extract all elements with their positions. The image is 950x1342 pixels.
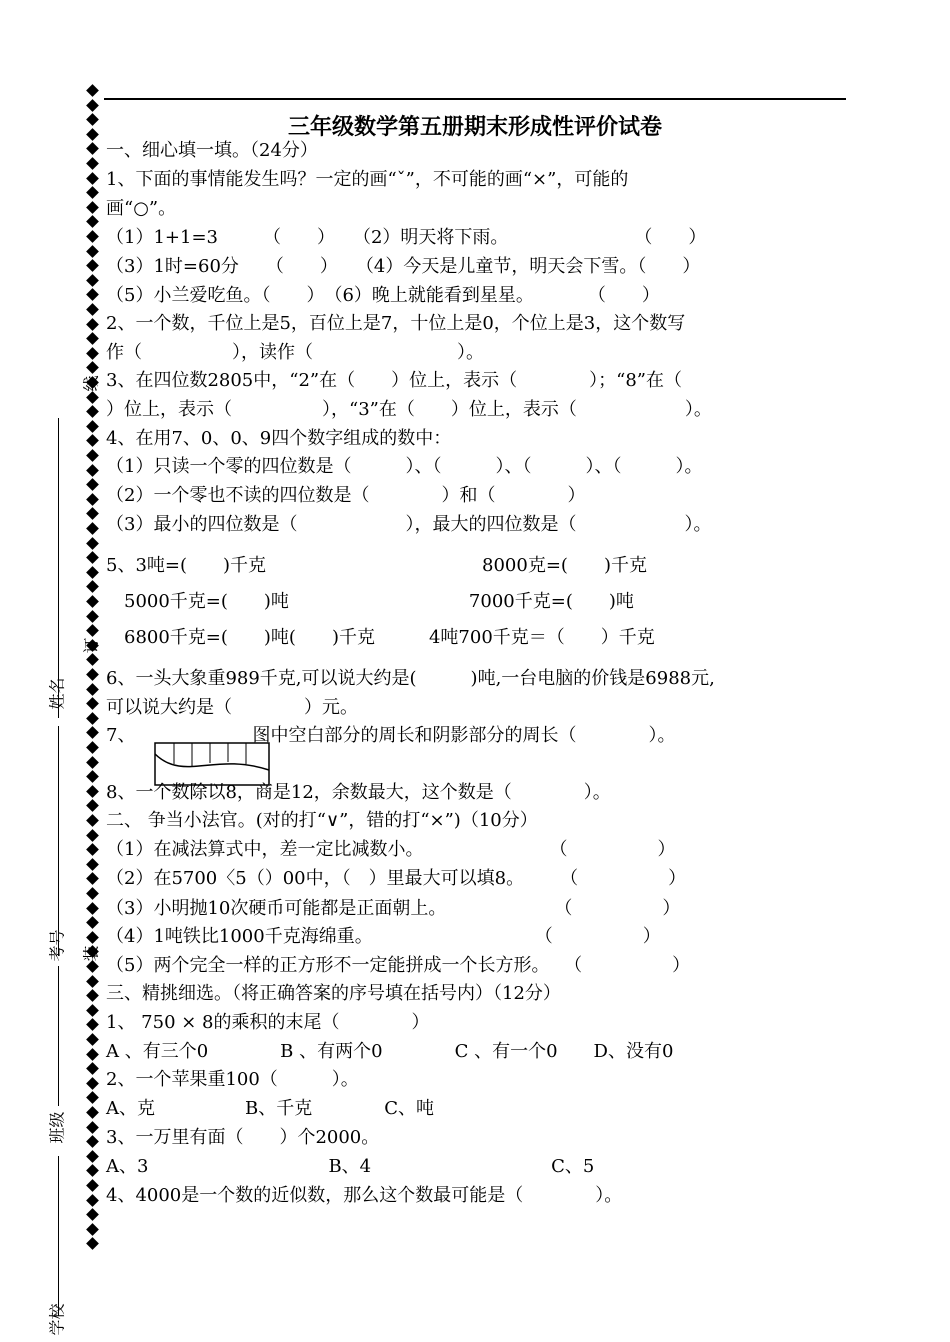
- binding-diamond: [86, 289, 99, 302]
- question-4-item-1: （1）只读一个零的四位数是（ ）、（ ）、（ ）、（ ）。: [106, 456, 703, 477]
- binding-diamond: [86, 683, 99, 696]
- binding-diamond: [86, 274, 99, 287]
- binding-diamond: [86, 785, 99, 798]
- binding-diamond: [86, 537, 99, 550]
- binding-diamond: [86, 157, 99, 170]
- binding-diamond: [86, 522, 99, 535]
- binding-diamond: [86, 1165, 99, 1178]
- binding-diamond: [86, 858, 99, 871]
- binding-diamond: [86, 581, 99, 594]
- question-1-items-row-1: （1）1+1=3 （ ） （2）明天将下雨。 （ ）: [106, 227, 707, 248]
- judge-item-1: （1）在减法算式中，差一定比减数小。 （ ）: [106, 839, 676, 860]
- binding-diamond: [86, 449, 99, 462]
- binding-diamond: [86, 1223, 99, 1236]
- binding-diamond: [86, 624, 99, 637]
- choice-question-3-options: A、3 B、4 C、5: [106, 1156, 595, 1177]
- binding-diamond: [86, 1019, 99, 1032]
- binding-diamond: [86, 1004, 99, 1017]
- question-2-text-cont: 作（ ），读作（ ）。: [106, 342, 484, 363]
- binding-diamond: [86, 318, 99, 331]
- school-field-label: 学校: [47, 1303, 67, 1336]
- binding-diamond: [86, 829, 99, 842]
- question-1-items-row-2: （3）1时=60分 （ ） （4）今天是儿童节，明天会下雪。（ ）: [106, 256, 701, 277]
- binding-diamond: [86, 843, 99, 856]
- binding-diamond: [86, 873, 99, 886]
- question-1-items-row-3: （5）小兰爱吃鱼。（ ） （6）晚上就能看到星星。 （ ）: [106, 285, 660, 306]
- question-5-row-1: 5、3吨=( )千克 8000克=( )千克: [106, 555, 647, 576]
- binding-diamond: [86, 770, 99, 783]
- binding-diamond: [86, 756, 99, 769]
- question-3-text: 3、在四位数2805中，“2”在（ ）位上，表示（ ）；“8”在（: [106, 370, 682, 391]
- binding-line-middle: [58, 726, 59, 956]
- binding-diamond: [86, 230, 99, 243]
- section-3-heading: 三、精挑细选。（将正确答案的序号填在括号内）（12分）: [106, 983, 561, 1004]
- binding-diamond: [86, 362, 99, 375]
- binding-diamond: [86, 712, 99, 725]
- binding-diamond: [86, 391, 99, 404]
- binding-diamond: [86, 201, 99, 214]
- binding-diamond: [86, 478, 99, 491]
- binding-diamond: [86, 1238, 99, 1251]
- binding-diamond: [86, 1208, 99, 1221]
- binding-line-upper: [58, 418, 59, 718]
- binding-diamond: [86, 727, 99, 740]
- question-2-text: 2、一个数，千位上是5，百位上是7，十位上是0，个位上是3，这个数写: [106, 313, 686, 334]
- binding-diamond: [86, 1033, 99, 1046]
- name-field-label: 姓名: [47, 677, 67, 710]
- binding-diamond: [86, 84, 99, 97]
- binding-diamond: [86, 1077, 99, 1090]
- binding-label-xian: 线: [81, 375, 101, 392]
- binding-diamond: [86, 493, 99, 506]
- question-6-text: 6、一头大象重989千克,可以说大约是( )吨,一台电脑的价钱是6988元,: [106, 668, 715, 689]
- judge-item-2: （2）在5700〈5（）00中，（ ）里最大可以填8。 （ ）: [106, 868, 687, 889]
- choice-question-1: 1、 750 × 8的乘积的末尾（ ）: [106, 1012, 430, 1033]
- binding-diamond: [86, 902, 99, 915]
- binding-diamond: [86, 347, 99, 360]
- exam-number-field-label: 考号: [47, 929, 67, 962]
- question-4-item-3: （3）最小的四位数是（ ），最大的四位数是（ ）。: [106, 514, 712, 535]
- binding-diamond: [86, 668, 99, 681]
- binding-diamond: [86, 741, 99, 754]
- binding-diamond: [86, 1135, 99, 1148]
- binding-diamond: [86, 551, 99, 564]
- binding-diamond: [86, 1121, 99, 1134]
- judge-item-3: （3）小明抛10次硬币可能都是正面朝上。 （ ）: [106, 898, 681, 919]
- question-1-text: 1、下面的事情能发生吗？一定的画“ˇ”，不可能的画“×”，可能的: [106, 169, 629, 190]
- binding-diamond: [86, 143, 99, 156]
- binding-diamond: [86, 405, 99, 418]
- binding-diamond: [86, 172, 99, 185]
- binding-label-zhuang: 装: [81, 945, 101, 962]
- choice-question-2: 2、一个苹果重100（ ）。: [106, 1069, 359, 1090]
- question-3-text-cont: ）位上，表示（ ），“3”在（ ）位上，表示（ ）。: [106, 399, 712, 420]
- binding-diamond-column: [86, 86, 104, 1256]
- binding-diamond: [86, 1048, 99, 1061]
- binding-diamond: [86, 245, 99, 258]
- choice-question-1-options: A 、有三个0 B 、有两个0 C 、有一个0 D、没有0: [106, 1041, 674, 1062]
- top-rule: [104, 98, 846, 100]
- question-4-item-2: （2）一个零也不读的四位数是（ ）和（ ）: [106, 485, 586, 506]
- question-7-text: 7、 图中空白部分的周长和阴影部分的周长（ ）。: [106, 725, 676, 746]
- binding-diamond: [86, 1092, 99, 1105]
- perimeter-figure: [154, 742, 270, 786]
- section-1-heading: 一、细心填一填。（24分）: [106, 140, 318, 161]
- binding-diamond: [86, 99, 99, 112]
- binding-diamond: [86, 508, 99, 521]
- question-8-text: 8、一个数除以8，商是12，余数最大，这个数是（ ）。: [106, 782, 611, 803]
- choice-question-4: 4、4000是一个数的近似数，那么这个数最可能是（ ）。: [106, 1185, 623, 1206]
- binding-diamond: [86, 464, 99, 477]
- binding-diamond: [86, 654, 99, 667]
- class-field-label: 班级: [47, 1111, 67, 1144]
- binding-diamond: [86, 435, 99, 448]
- binding-diamond: [86, 128, 99, 141]
- question-4-text: 4、在用7、0、0、9四个数字组成的数中：: [106, 428, 452, 449]
- binding-diamond: [86, 814, 99, 827]
- choice-question-3: 3、一万里有面（ ）个2000。: [106, 1127, 380, 1148]
- binding-diamond: [86, 800, 99, 813]
- binding-diamond: [86, 186, 99, 199]
- binding-diamond: [86, 916, 99, 929]
- binding-line-bottom: [58, 1156, 59, 1316]
- binding-diamond: [86, 303, 99, 316]
- exam-title: 三年级数学第五册期末形成性评价试卷: [287, 114, 662, 140]
- binding-diamond: [86, 216, 99, 229]
- binding-label-ding: 订: [81, 637, 101, 654]
- binding-diamond: [86, 332, 99, 345]
- binding-line-lower: [58, 966, 59, 1106]
- binding-diamond: [86, 697, 99, 710]
- binding-diamond: [86, 931, 99, 944]
- binding-diamond: [86, 1179, 99, 1192]
- judge-item-4: （4）1吨铁比1000千克海绵重。 （ ）: [106, 926, 661, 947]
- binding-diamond: [86, 975, 99, 988]
- binding-diamond: [86, 887, 99, 900]
- binding-diamond: [86, 595, 99, 608]
- binding-diamond: [86, 1106, 99, 1119]
- choice-question-2-options: A、克 B、千克 C、吨: [106, 1098, 434, 1119]
- question-5-row-2: 5000千克=( )吨 7000千克=( )吨: [106, 591, 634, 612]
- question-6-text-cont: 可以说大约是（ ）元。: [106, 697, 358, 718]
- binding-diamond: [86, 1194, 99, 1207]
- judge-item-5: （5）两个完全一样的正方形不一定能拼成一个长方形。 （ ）: [106, 955, 691, 976]
- binding-diamond: [86, 1062, 99, 1075]
- binding-diamond: [86, 989, 99, 1002]
- question-5-row-3: 6800千克=( )吨( )千克 4吨700千克＝（ ）千克: [106, 627, 655, 648]
- binding-diamond: [86, 259, 99, 272]
- binding-diamond: [86, 610, 99, 623]
- question-1-text-cont: 画“○”。: [106, 198, 177, 219]
- binding-diamond: [86, 566, 99, 579]
- binding-diamond: [86, 1150, 99, 1163]
- binding-diamond: [86, 960, 99, 973]
- section-2-heading: 二、 争当小法官。(对的打“∨”，错的打“×”)（10分）: [106, 810, 538, 831]
- binding-diamond: [86, 420, 99, 433]
- binding-diamond: [86, 113, 99, 126]
